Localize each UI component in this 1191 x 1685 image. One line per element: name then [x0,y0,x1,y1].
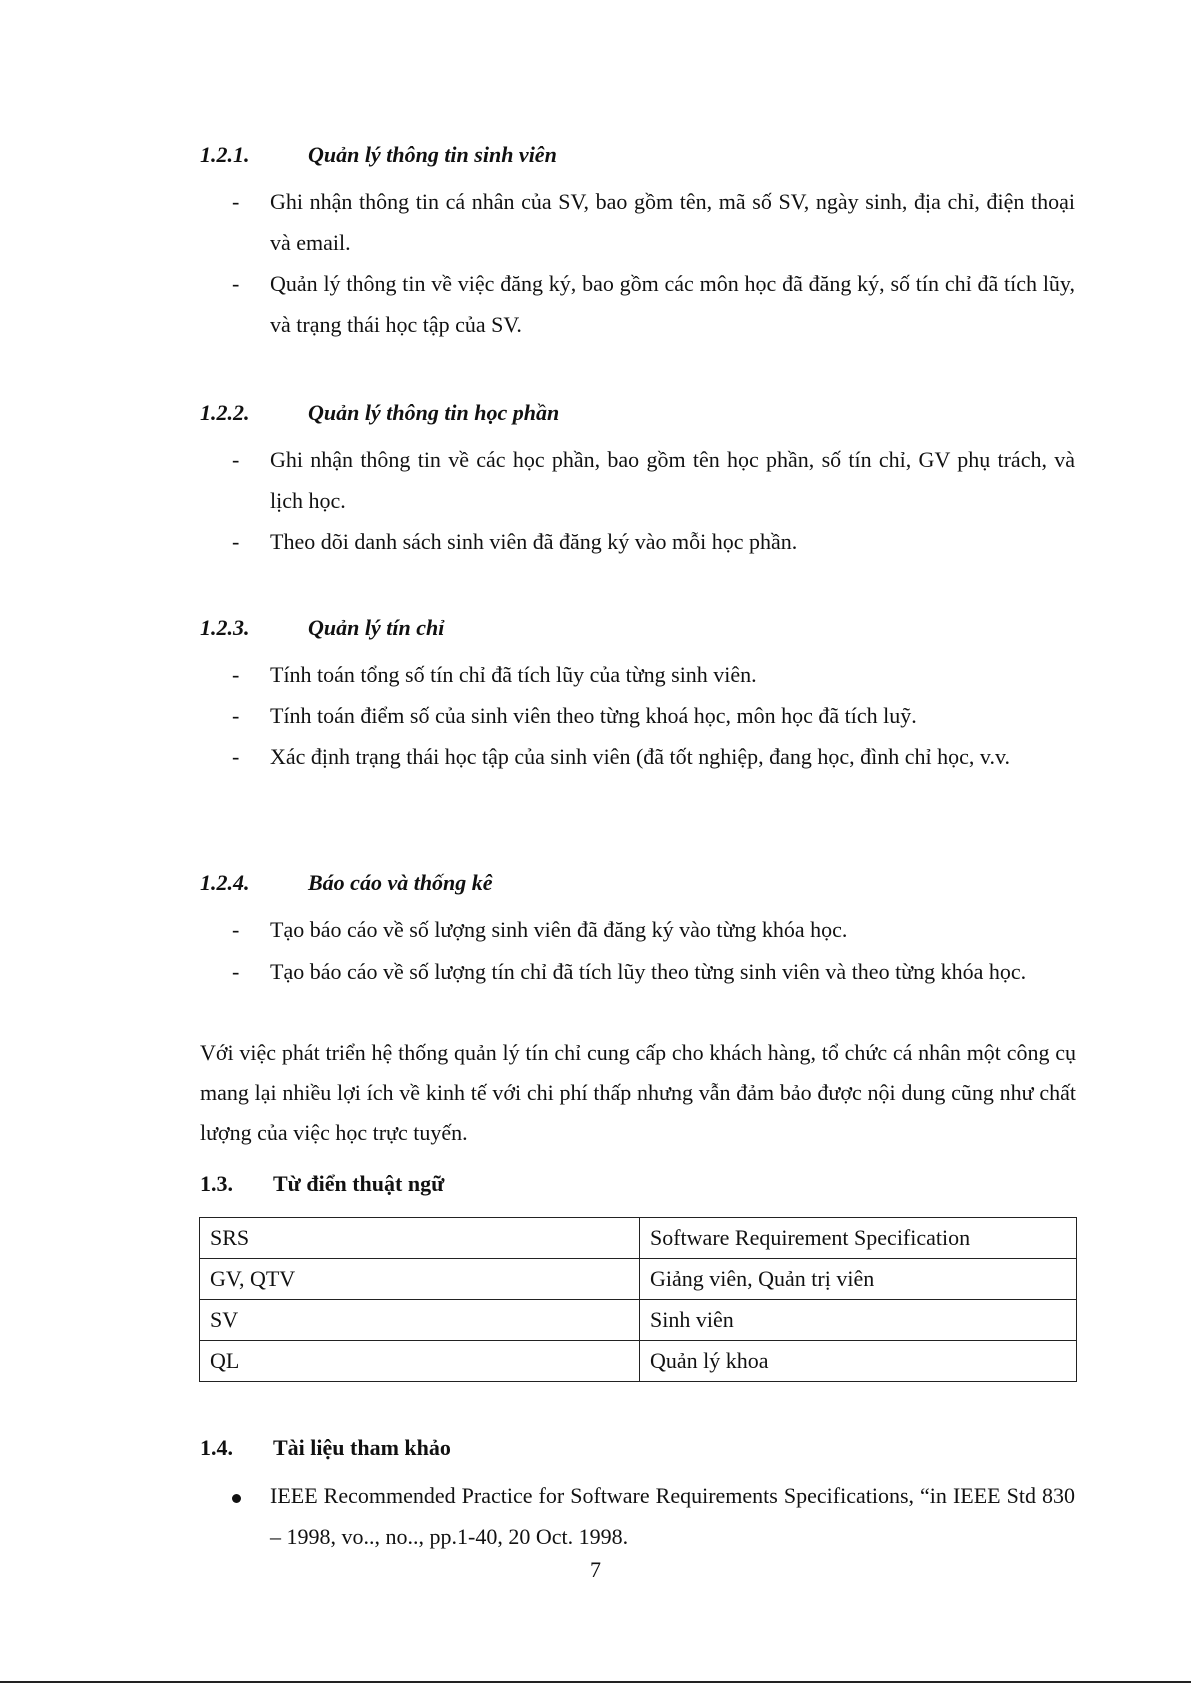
references-heading [200,1433,451,1463]
list-item-text: Ghi nhận thông tin cá nhân của SV, bao gồm tên, mã số SV, ngày sinh, địa chỉ, điện thoại và email. [270,189,1075,255]
section-heading-1-2-4 [200,868,493,898]
list-item [200,439,1075,521]
section-title: Từ điển thuật ngữ [273,1171,445,1196]
list-item [200,909,1075,950]
meaning-cell: Sinh viên [640,1300,1077,1341]
list-item [200,521,1075,562]
dash-bullet: - [232,744,240,769]
term-cell: QL [200,1341,640,1382]
list-item-text: Theo dõi danh sách sinh viên đã đăng ký vào mỗi học phần. [270,529,798,554]
meaning-cell: Quản lý khoa [640,1341,1077,1382]
term-cell: SRS [200,1218,640,1259]
dash-bullet: - [232,703,240,728]
meaning-cell: Giảng viên, Quản trị viên [640,1259,1077,1300]
glossary-table [199,1217,1077,1382]
table-row [200,1218,1077,1259]
table-row [200,1341,1077,1382]
section-title: Tài liệu tham khảo [273,1435,451,1460]
dash-bullet: - [232,447,240,472]
section-number: 1.3. [200,1171,233,1196]
summary-paragraph: Với việc phát triển hệ thống quản lý tín chỉ cung cấp cho khách hàng, tổ chức cá nhân một công cụ mang lại nhiều lợi ích về kinh tế với chi phí thấp nhưng vẫn đảm bảo được nội dung cũng như chất lượng của việc học trực tuyến. [200,1040,1076,1145]
term-cell: GV, QTV [200,1259,640,1300]
table-row [200,1259,1077,1300]
dash-bullet: - [232,189,240,214]
section-number: 1.2.3. [200,615,250,640]
reference-item [200,1475,1075,1557]
list-item [200,263,1075,345]
section-heading-1-2-3 [200,613,444,643]
table-row [200,1300,1077,1341]
list-item-text: Tạo báo cáo về số lượng tín chỉ đã tích lũy theo từng sinh viên và theo từng khóa học. [270,959,1027,984]
list-item-text: Tính toán điểm số của sinh viên theo từng khoá học, môn học đã tích luỹ. [270,703,917,728]
section-title: Báo cáo và thống kê [308,870,493,895]
section-number: 1.4. [200,1435,233,1460]
section-title: Quản lý thông tin học phần [308,400,560,425]
section-heading-1-2-1 [200,140,557,170]
page-number: 7 [590,1557,601,1582]
bottom-divider [0,1681,1191,1683]
reference-text: IEEE Recommended Practice for Software Requirements Specifications, “in IEEE Std 830 – 1998, vo.., no.., pp.1-40, 20 Oct. 1998. [270,1483,1075,1549]
section-number: 1.2.2. [200,400,250,425]
section-number: 1.2.4. [200,870,250,895]
list-item [200,736,1075,777]
list-item [200,654,1075,695]
dash-bullet: - [232,271,240,296]
bullet-dot-icon [232,1475,248,1516]
dash-bullet: - [232,529,240,554]
list-item [200,695,1075,736]
section-title: Quản lý thông tin sinh viên [308,142,557,167]
list-item-text: Xác định trạng thái học tập của sinh viên (đã tốt nghiệp, đang học, đình chỉ học, v.v. [270,744,1011,769]
meaning-cell: Software Requirement Specification [640,1218,1077,1259]
list-item [200,181,1075,263]
dash-bullet: - [232,917,240,942]
glossary-heading [200,1169,444,1199]
term-cell: SV [200,1300,640,1341]
section-title: Quản lý tín chỉ [308,615,445,640]
list-item [200,951,1075,992]
list-item-text: Ghi nhận thông tin về các học phần, bao gồm tên học phần, số tín chỉ, GV phụ trách, và lịch học. [270,447,1075,513]
dash-bullet: - [232,662,240,687]
list-item-text: Tính toán tổng số tín chỉ đã tích lũy của từng sinh viên. [270,662,757,687]
section-number: 1.2.1. [200,142,250,167]
list-item-text: Tạo báo cáo về số lượng sinh viên đã đăng ký vào từng khóa học. [270,917,848,942]
section-heading-1-2-2 [200,398,559,428]
dash-bullet: - [232,959,240,984]
list-item-text: Quản lý thông tin về việc đăng ký, bao gồm các môn học đã đăng ký, số tín chỉ đã tích lũy, và trạng thái học tập của SV. [270,271,1075,337]
